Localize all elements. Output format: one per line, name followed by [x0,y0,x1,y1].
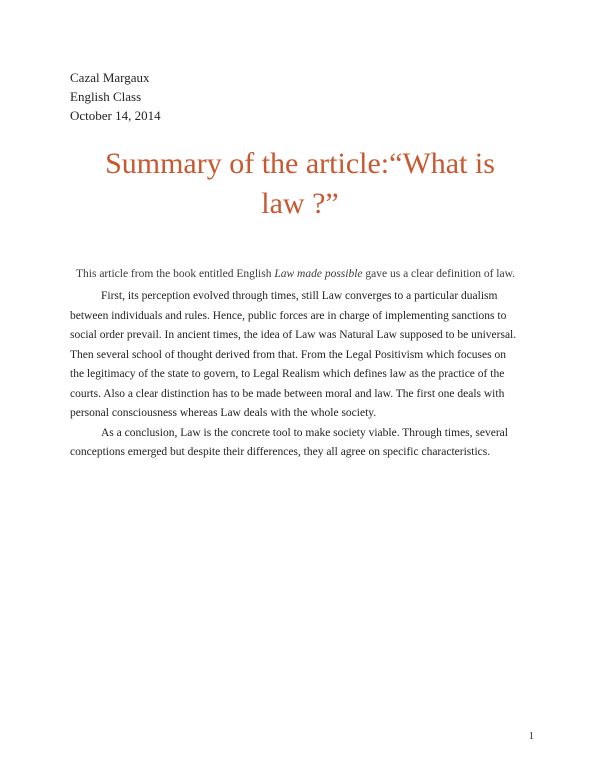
title-line-1: Summary of the article:“What is [105,147,495,180]
document-date: October 14, 2014 [70,108,161,123]
paragraph-line: Then several school of thought derived from that. From the Legal Positivism which focuses on [70,348,506,361]
page-number: 1 [528,730,534,742]
paragraph-line: conceptions emerged but despite their differences, they all agree on specific characteristics. [70,446,491,458]
paragraph-line: courts. Also a clear distinction has to be made between moral and law. The first one deals with [70,387,505,400]
paragraph-line: social order prevail. In ancient times, the idea of Law was Natural Law supposed to be universal. [70,329,517,341]
intro-text-start: This article from the book entitled English [76,268,275,280]
summary-body [70,287,535,463]
intro-sentence [76,266,546,282]
page-title [60,144,540,224]
paragraph-line: between individuals and rules. Hence, public forces are in charge of implementing sanctions to [70,309,507,322]
paragraph-1 [70,287,535,424]
author-name: Cazal Margaux [70,70,150,85]
paragraph-line: First, its perception evolved through times, still Law converges to a particular dualism [101,290,498,302]
paragraph-line: personal consciousness whereas Law deals with the whole society. [70,407,377,419]
paragraph-line: the legitimacy of the state to govern, to Legal Realism which defines law as the practice of the [70,368,505,380]
intro-text-end: gave us a clear definition of law. [362,268,516,280]
class-name: English Class [70,89,142,104]
title-line-2: law ?” [261,187,339,220]
paragraph-2 [70,424,535,463]
book-title-italic: Law made possible [274,268,363,280]
document-header [70,68,161,125]
paragraph-line: As a conclusion, Law is the concrete tool to make society viable. Through times, several [101,426,508,439]
